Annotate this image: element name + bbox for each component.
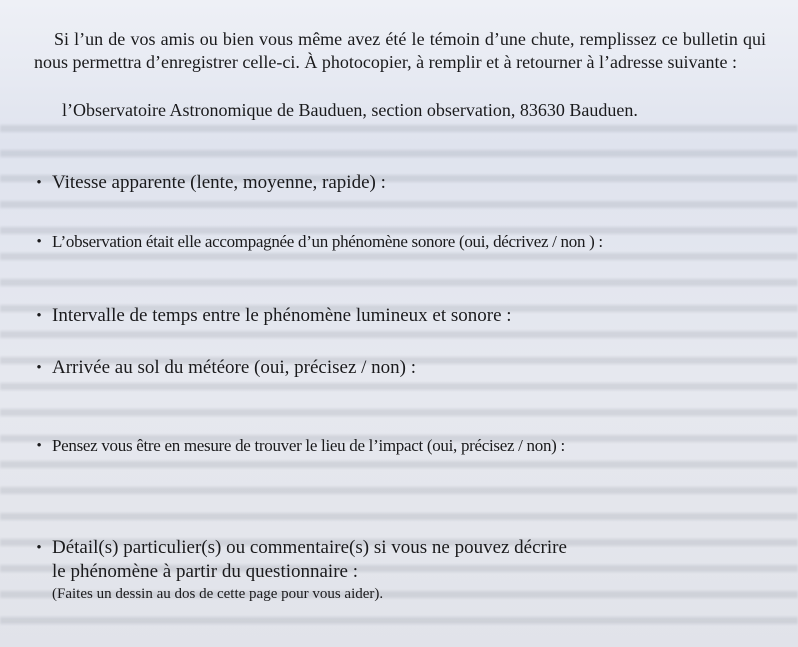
- question-time-interval: [30, 304, 770, 328]
- intro-paragraph: [34, 28, 766, 74]
- drawing-note: (Faites un dessin au dos de cette page pour vous aider).: [52, 586, 384, 602]
- bullet: •: [36, 540, 42, 556]
- question-text: L’observation était elle accompagnée d’un phénomène sonore (oui, décrivez / non ) :: [52, 232, 603, 251]
- intro-text: Si l’un de vos amis ou bien vous même avez été le témoin d’une chute, remplissez ce bulletin qui nous permettra d’enregistrer celle-ci. À photocopier, à remplir et à retourner à l’adresse suivante :: [34, 29, 766, 72]
- question-impact-location: [30, 434, 770, 458]
- question-text-continuation: le phénomène à partir du questionnaire :: [52, 561, 359, 582]
- question-details-comments: [30, 536, 770, 604]
- bullet: •: [36, 308, 42, 324]
- mailing-address: l’Observatoire Astronomique de Bauduen, section observation, 83630 Bauduen.: [62, 100, 638, 120]
- question-sound-phenomenon: [30, 230, 770, 254]
- question-ground-arrival: [30, 356, 770, 380]
- question-text: Détail(s) particulier(s) ou commentaire(s) si vous ne pouvez décrire: [52, 537, 567, 558]
- question-apparent-speed: [30, 171, 770, 195]
- question-text: Intervalle de temps entre le phénomène lumineux et sonore :: [52, 305, 512, 326]
- question-text: Vitesse apparente (lente, moyenne, rapide) :: [52, 172, 386, 193]
- bullet: •: [36, 175, 42, 191]
- bullet: •: [36, 438, 42, 454]
- question-text: Pensez vous être en mesure de trouver le lieu de l’impact (oui, précisez / non) :: [52, 436, 565, 455]
- bullet: •: [36, 234, 42, 250]
- bullet: •: [36, 360, 42, 376]
- question-text: Arrivée au sol du météore (oui, précisez / non) :: [52, 357, 417, 378]
